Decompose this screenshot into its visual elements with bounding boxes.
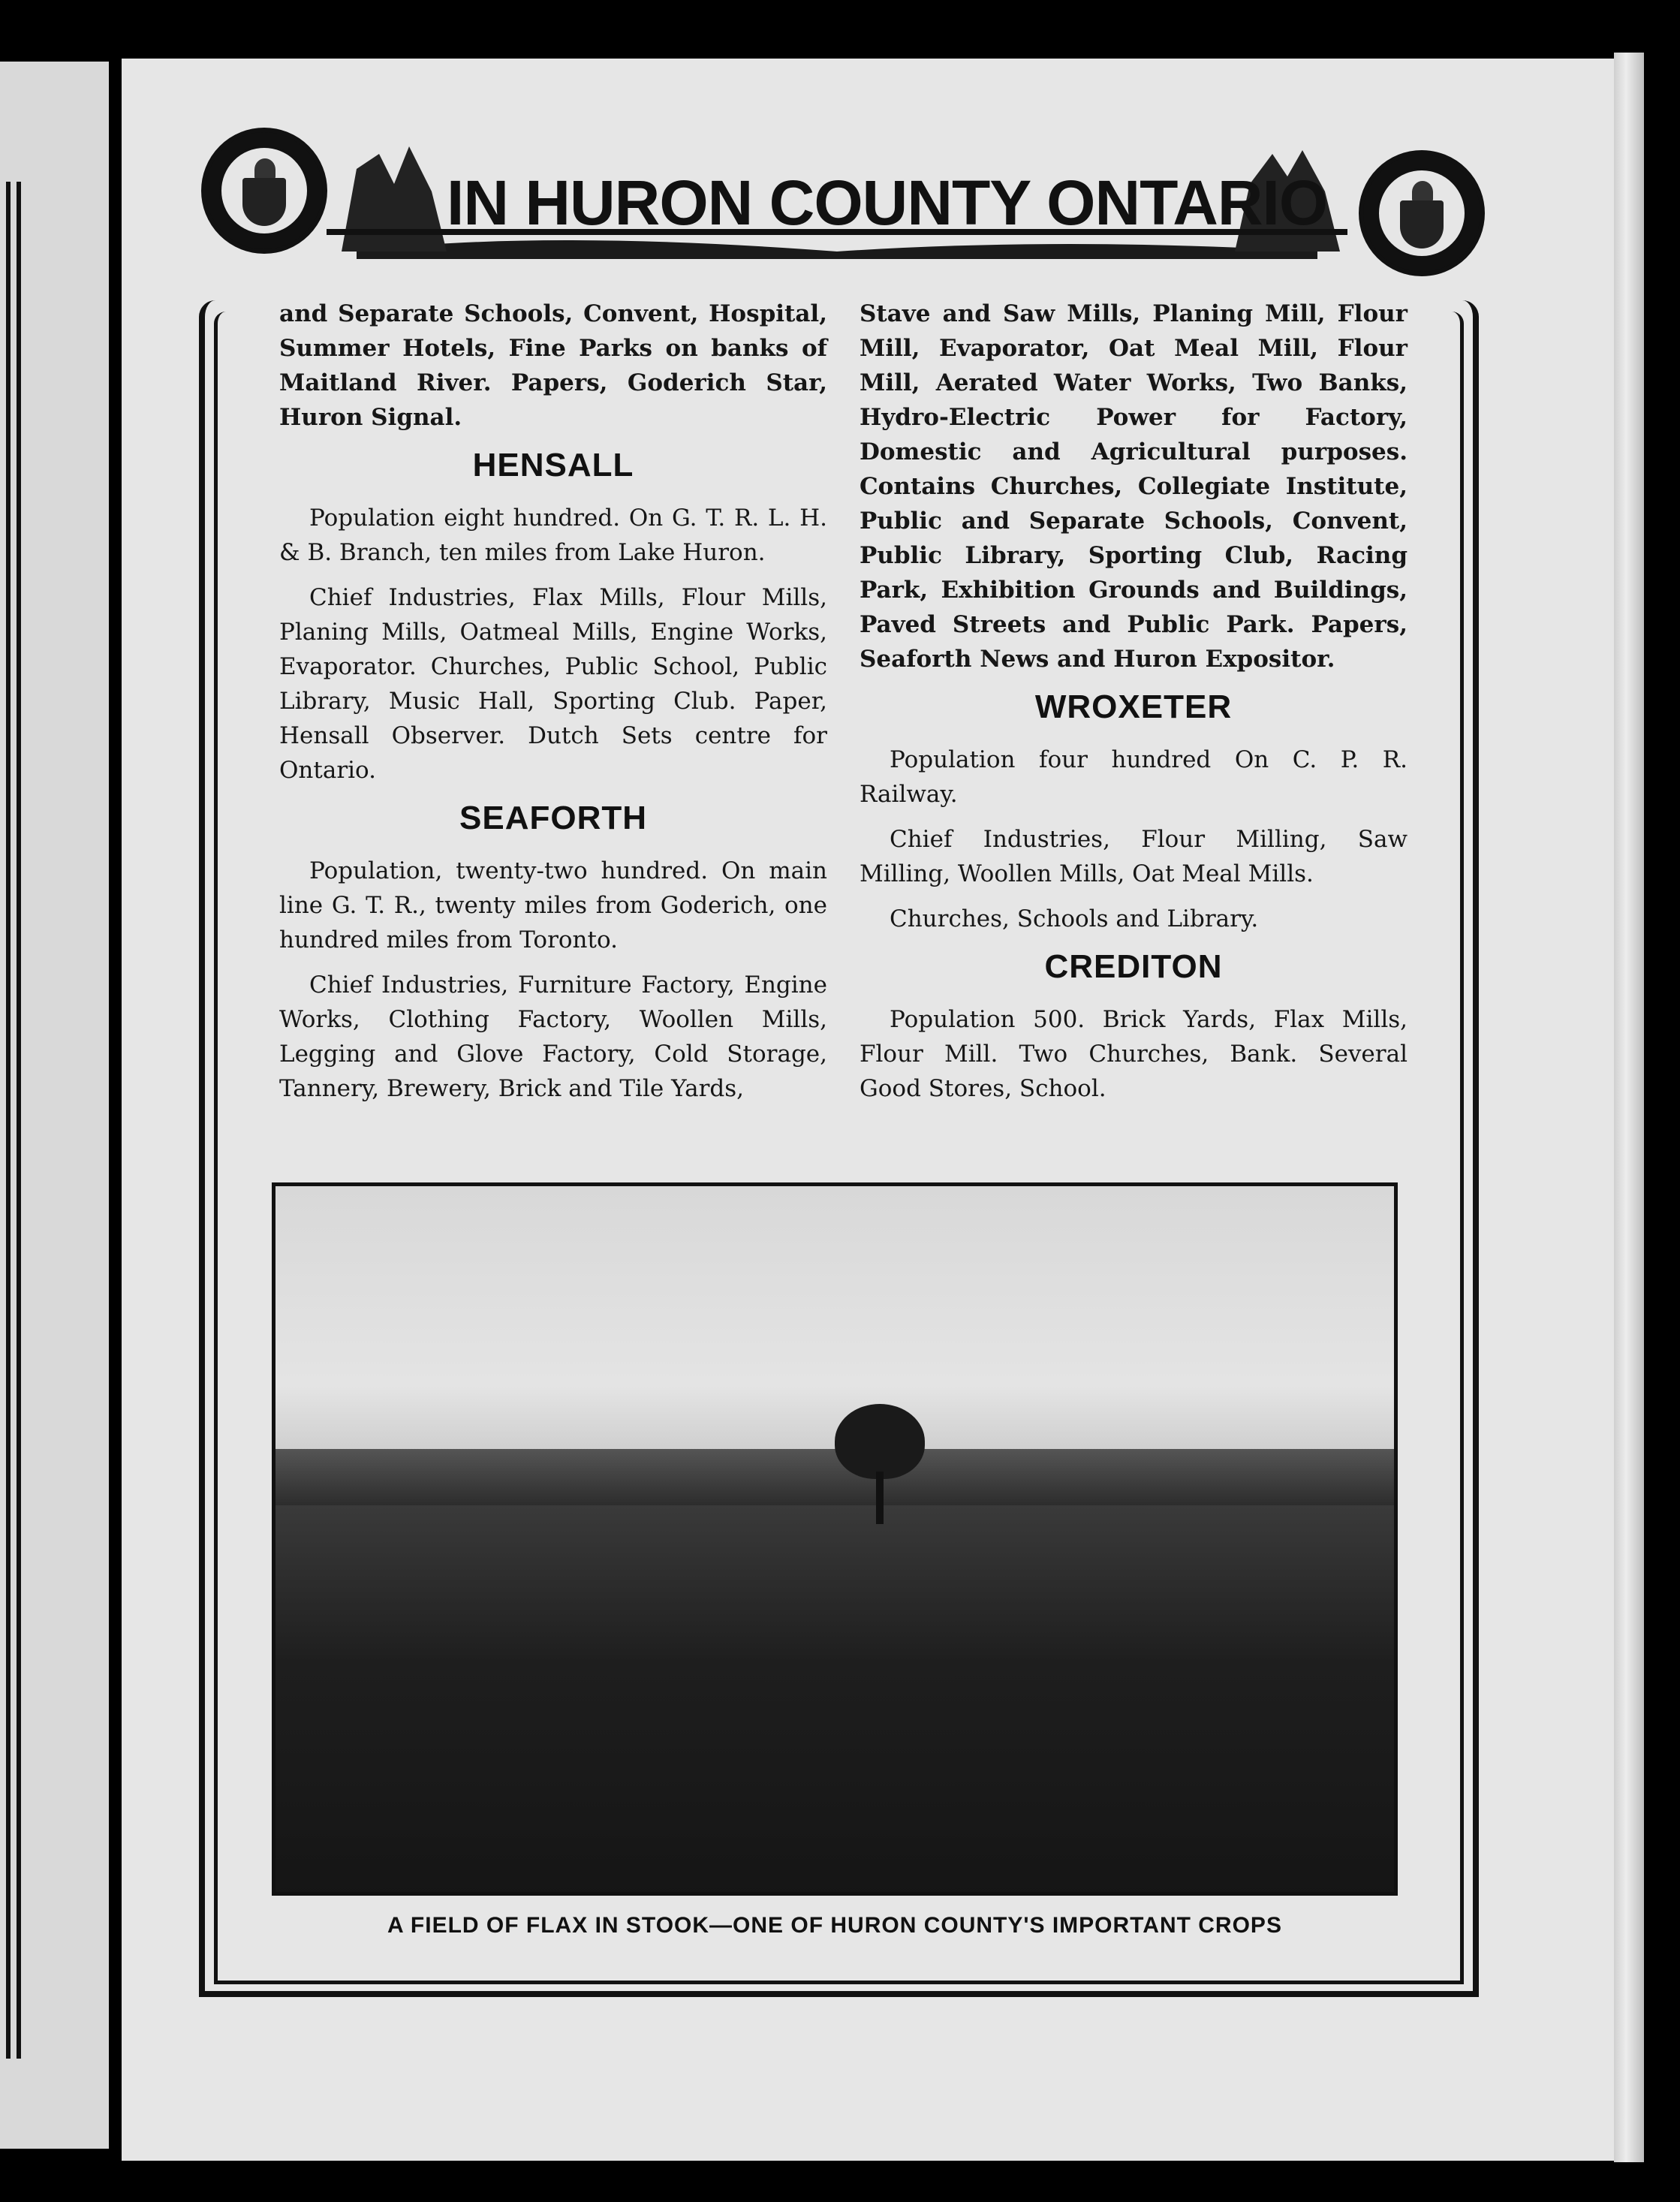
page-fore-edge xyxy=(1614,53,1644,2162)
facing-page-edge xyxy=(0,62,109,2149)
section-heading-hensall: HENSALL xyxy=(472,447,634,483)
page-title: IN HURON COUNTY ONTARIO xyxy=(447,167,1328,238)
paragraph: Population four hundred On C. P. R. Railway. xyxy=(860,746,1408,808)
paragraph: Population 500. Brick Yards, Flax Mills, Flour Mill. Two Churches, Bank. Several Good Stores, School. xyxy=(860,1006,1408,1102)
section-heading-wroxeter: WROXETER xyxy=(1034,688,1233,725)
facing-page-rule xyxy=(6,182,11,2059)
paragraph: Churches, Schools and Library. xyxy=(890,905,1259,932)
left-column-intro: and Separate Schools, Convent, Hospital, Summer Hotels, Fine Parks on banks of Maitland River. Papers, Goderich Star, Huron Signal. xyxy=(279,300,827,431)
facing-page-rule xyxy=(17,182,21,2059)
photo-field xyxy=(275,1505,1394,1896)
section-heading-seaforth: SEAFORTH xyxy=(459,800,647,836)
flax-field-photo xyxy=(272,1182,1398,1896)
photo-treeline xyxy=(275,1449,1394,1509)
paragraph: Population, twenty-two hundred. On main line G. T. R., twenty miles from Goderich, one hundred miles from Toronto. xyxy=(279,857,827,953)
left-column xyxy=(279,297,827,1116)
tree-trunk xyxy=(876,1472,884,1524)
right-column-intro: Stave and Saw Mills, Planing Mill, Flour Mill, Evaporator, Oat Meal Mill, Flour Mill, Aerated Water Works, Two Banks, Hydro-Electric Power for Factory, Domestic and Agricultural purposes. Contains Churches, Collegiate Institute, Public and Separate Schools, Convent, Public Library, Sporting Club, Racing Park, Exhibition Grounds and Buildings, Paved Streets and Public Park. Papers, Seaforth News and Huron Expositor. xyxy=(860,300,1408,673)
tree-icon xyxy=(835,1404,925,1479)
paragraph: Chief Industries, Flour Milling, Saw Milling, Woollen Mills, Oat Meal Mills. xyxy=(860,826,1408,887)
right-column xyxy=(860,297,1408,1116)
section-heading-crediton: CREDITON xyxy=(1044,948,1223,985)
photo-sky xyxy=(275,1186,1394,1472)
photo-caption: A FIELD OF FLAX IN STOOK—ONE OF HURON COUNTY'S IMPORTANT CROPS xyxy=(387,1913,1282,1938)
paragraph: Population eight hundred. On G. T. R. L. H. & B. Branch, ten miles from Lake Huron. xyxy=(279,505,827,566)
county-seal-icon xyxy=(201,128,327,254)
paragraph: Chief Industries, Furniture Factory, Engine Works, Clothing Factory, Woollen Mills, Legging and Glove Factory, Cold Storage, Tannery, Brewery, Brick and Tile Yards, xyxy=(279,971,827,1102)
paragraph: Chief Industries, Flax Mills, Flour Mills, Planing Mills, Oatmeal Mills, Engine Works, Evaporator. Churches, Public School, Public Library, Music Hall, Sporting Club. Paper, Hensall Observer. Dutch Sets centre for Ontario. xyxy=(279,584,827,784)
county-seal-icon xyxy=(1359,150,1485,276)
